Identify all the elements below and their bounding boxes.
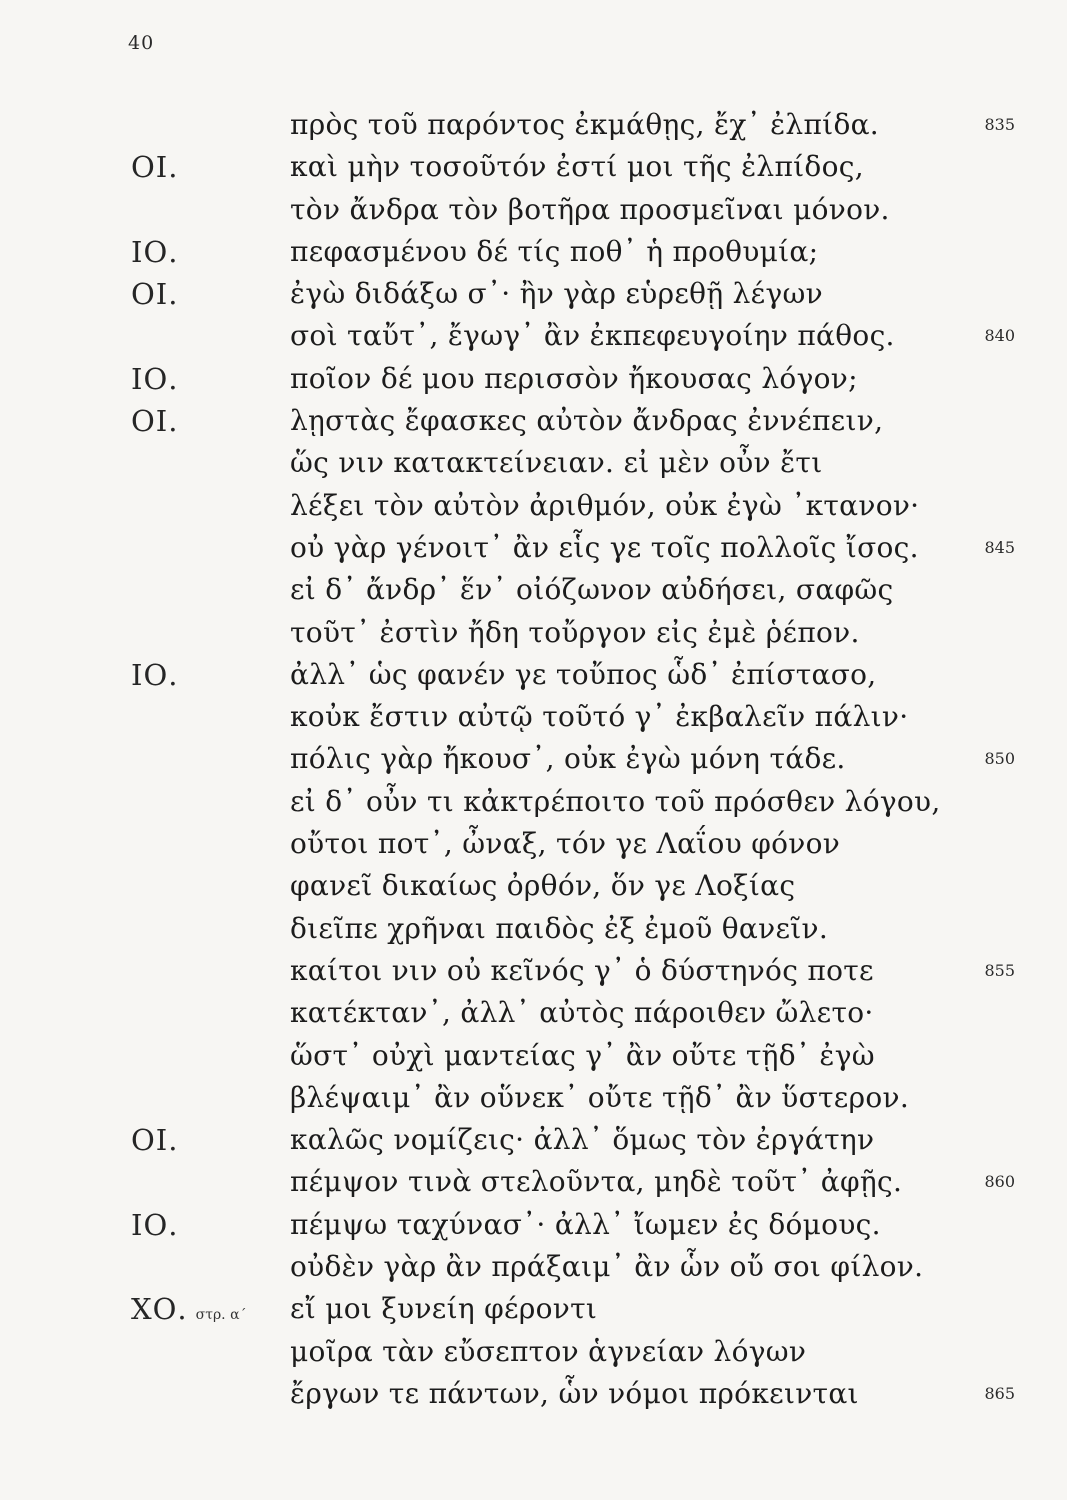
speaker-label: [131, 400, 178, 442]
speaker-label: [131, 358, 178, 400]
verse-text-line: καλῶς νομίζεις· ἀλλ᾽ ὅμως τὸν ἐργάτην: [290, 1123, 875, 1157]
verse-text-line: ἔργων τε πάντων, ὧν νόμοι πρόκεινται: [290, 1376, 859, 1410]
verse-line: [0, 696, 1067, 738]
speaker-name: ΟΙ.: [131, 1123, 179, 1158]
verse-line: [0, 1331, 1067, 1373]
verse-text-line: βλέψαιμ᾽ ἂν οὕνεκ᾽ οὔτε τῇδ᾽ ἂν ὕστερον.: [290, 1080, 910, 1114]
verse-text-line: ἀλλ᾽ ὡς φανέν γε τοὔπος ὧδ᾽ ἐπίστασο,: [290, 657, 877, 691]
verse-line: [0, 315, 1067, 357]
verse-line: [0, 992, 1067, 1034]
verse-line: [0, 189, 1067, 231]
strophe-marker: στρ. α´: [195, 1307, 247, 1324]
speaker-label: [131, 1288, 247, 1336]
verse-text-line: μοῖρα τὰν εὔσεπτον ἁγνείαν λόγων: [290, 1334, 807, 1368]
verse-line: [0, 865, 1067, 907]
verse-line: [0, 104, 1067, 146]
verse-text-line: ὥς νιν κατακτείνειαν. εἰ μὲν οὖν ἔτι: [290, 446, 823, 480]
speaker-label: [131, 654, 178, 696]
verse-text-line: πέμψω ταχύνασ᾽· ἀλλ᾽ ἴωμεν ἐς δόμους.: [290, 1207, 881, 1241]
verse-line: [0, 1373, 1067, 1415]
verse-text-line: κατέκταν᾽, ἀλλ᾽ αὐτὸς πάροιθεν ὤλετο·: [290, 996, 874, 1030]
verse-line: [0, 781, 1067, 823]
verse-text-line: ποῖον δέ μου περισσὸν ἤκουσας λόγον;: [290, 361, 858, 395]
speaker-name: ΙΟ.: [131, 361, 179, 396]
verse-line: [0, 231, 1067, 273]
speaker-name: ΙΟ.: [131, 234, 179, 269]
speaker-label: [131, 146, 178, 188]
verse-line: [0, 908, 1067, 950]
verse-text-line: σοὶ ταὔτ᾽, ἔγωγ᾽ ἂν ἐκπεφευγοίην πάθος.: [290, 319, 895, 353]
speaker-label: [131, 231, 178, 273]
verse-text-line: οὔτοι ποτ᾽, ὦναξ, τόν γε Λαΐου φόνον: [290, 827, 841, 861]
verse-line: [0, 527, 1067, 569]
speaker-label: [131, 1119, 178, 1161]
verse-line: [0, 273, 1067, 315]
speaker-name: ΟΙ.: [131, 404, 179, 439]
verse-line: [0, 823, 1067, 865]
verse-line: [0, 1246, 1067, 1288]
line-number: 835: [984, 115, 1015, 134]
verse-line: [0, 1288, 1067, 1330]
speaker-name: ΙΟ.: [131, 1207, 179, 1242]
verse-line: [0, 442, 1067, 484]
line-number: 850: [984, 749, 1015, 769]
verse-line: [0, 400, 1067, 442]
verse-line: [0, 569, 1067, 611]
verse-text-line: εἰ δ᾽ οὖν τι κἀκτρέποιτο τοῦ πρόσθεν λόγου,: [290, 784, 941, 818]
verse-text-line: πέμψον τινὰ στελοῦντα, μηδὲ τοῦτ᾽ ἀφῇς.: [290, 1165, 903, 1199]
verse-text-line: καίτοι νιν οὐ κεῖνός γ᾽ ὁ δύστηνός ποτε: [290, 953, 874, 987]
verse-line: [0, 485, 1067, 527]
speaker-label: [131, 1204, 178, 1246]
verse-text-line: τοῦτ᾽ ἐστὶν ἤδη τοὔργον εἰς ἐμὲ ῥέπον.: [290, 615, 860, 649]
page-number: 40: [128, 32, 155, 54]
verse-text-line: λέξει τὸν αὐτὸν ἀριθμόν, οὐκ ἐγὼ ᾽κτανον·: [290, 488, 920, 522]
verse-line: [0, 1119, 1067, 1161]
speaker-name: ΟΙ.: [131, 277, 179, 312]
verse-text-line: τὸν ἄνδρα τὸν βοτῆρα προσμεῖναι μόνον.: [290, 192, 890, 226]
speaker-label: [131, 273, 178, 315]
verse-text-line: φανεῖ δικαίως ὀρθόν, ὅν γε Λοξίας: [290, 869, 796, 903]
line-number: 840: [984, 326, 1015, 346]
verse-text-line: ὥστ᾽ οὐχὶ μαντείας γ᾽ ἂν οὔτε τῇδ᾽ ἐγὼ: [290, 1038, 875, 1072]
speaker-name: ΙΟ.: [131, 657, 179, 692]
verse-line: [0, 1161, 1067, 1203]
verse-line: [0, 1204, 1067, 1246]
verse-line: [0, 654, 1067, 696]
speaker-name: ΟΙ.: [131, 150, 179, 185]
verse-text-line: οὐδὲν γὰρ ἂν πράξαιμ᾽ ἂν ὧν οὔ σοι φίλον.: [290, 1250, 924, 1284]
verse-line: [0, 738, 1067, 780]
verse-text-line: εἴ μοι ξυνείη φέροντι: [290, 1292, 598, 1326]
verse-text-line: πόλις γὰρ ἤκουσ᾽, οὐκ ἐγὼ μόνη τάδε.: [290, 742, 846, 776]
verse-line: [0, 1077, 1067, 1119]
line-number: 845: [984, 537, 1015, 557]
line-number: 855: [984, 960, 1015, 980]
verse-text-line: διεῖπε χρῆναι παιδὸς ἐξ ἐμοῦ θανεῖν.: [290, 911, 829, 945]
verse-text-line: οὐ γὰρ γένοιτ᾽ ἂν εἷς γε τοῖς πολλοῖς ἴσος.: [290, 530, 919, 564]
verse-text-line: πεφασμένου δέ τίς ποθ᾽ ἡ προθυμία;: [290, 234, 819, 268]
verse-text-line: λῃστὰς ἔφασκες αὐτὸν ἄνδρας ἐννέπειν,: [290, 404, 884, 438]
verse-line: [0, 146, 1067, 188]
verse-text-line: εἰ δ᾽ ἄνδρ᾽ ἕν᾽ οἰόζωνον αὐδήσει, σαφῶς: [290, 573, 894, 607]
verse-line: [0, 612, 1067, 654]
verse-text-line: καὶ μὴν τοσοῦτόν ἐστί μοι τῆς ἐλπίδος,: [290, 150, 864, 184]
verse-text-line: πρὸς τοῦ παρόντος ἐκμάθῃς, ἔχ᾽ ἐλπίδα.: [290, 108, 880, 141]
verse-line: [0, 1035, 1067, 1077]
line-number: 865: [984, 1383, 1015, 1403]
verse-line: [0, 358, 1067, 400]
speaker-name: ΧΟ.: [131, 1292, 188, 1327]
line-number: 860: [984, 1172, 1015, 1192]
verse-text-line: κοὐκ ἔστιν αὐτῷ τοῦτό γ᾽ ἐκβαλεῖν πάλιν·: [290, 700, 909, 734]
verse-text-line: ἐγὼ διδάξω σ᾽· ἢν γὰρ εὑρεθῇ λέγων: [290, 277, 823, 311]
verse-line: [0, 950, 1067, 992]
verse-text: [0, 104, 1067, 1415]
